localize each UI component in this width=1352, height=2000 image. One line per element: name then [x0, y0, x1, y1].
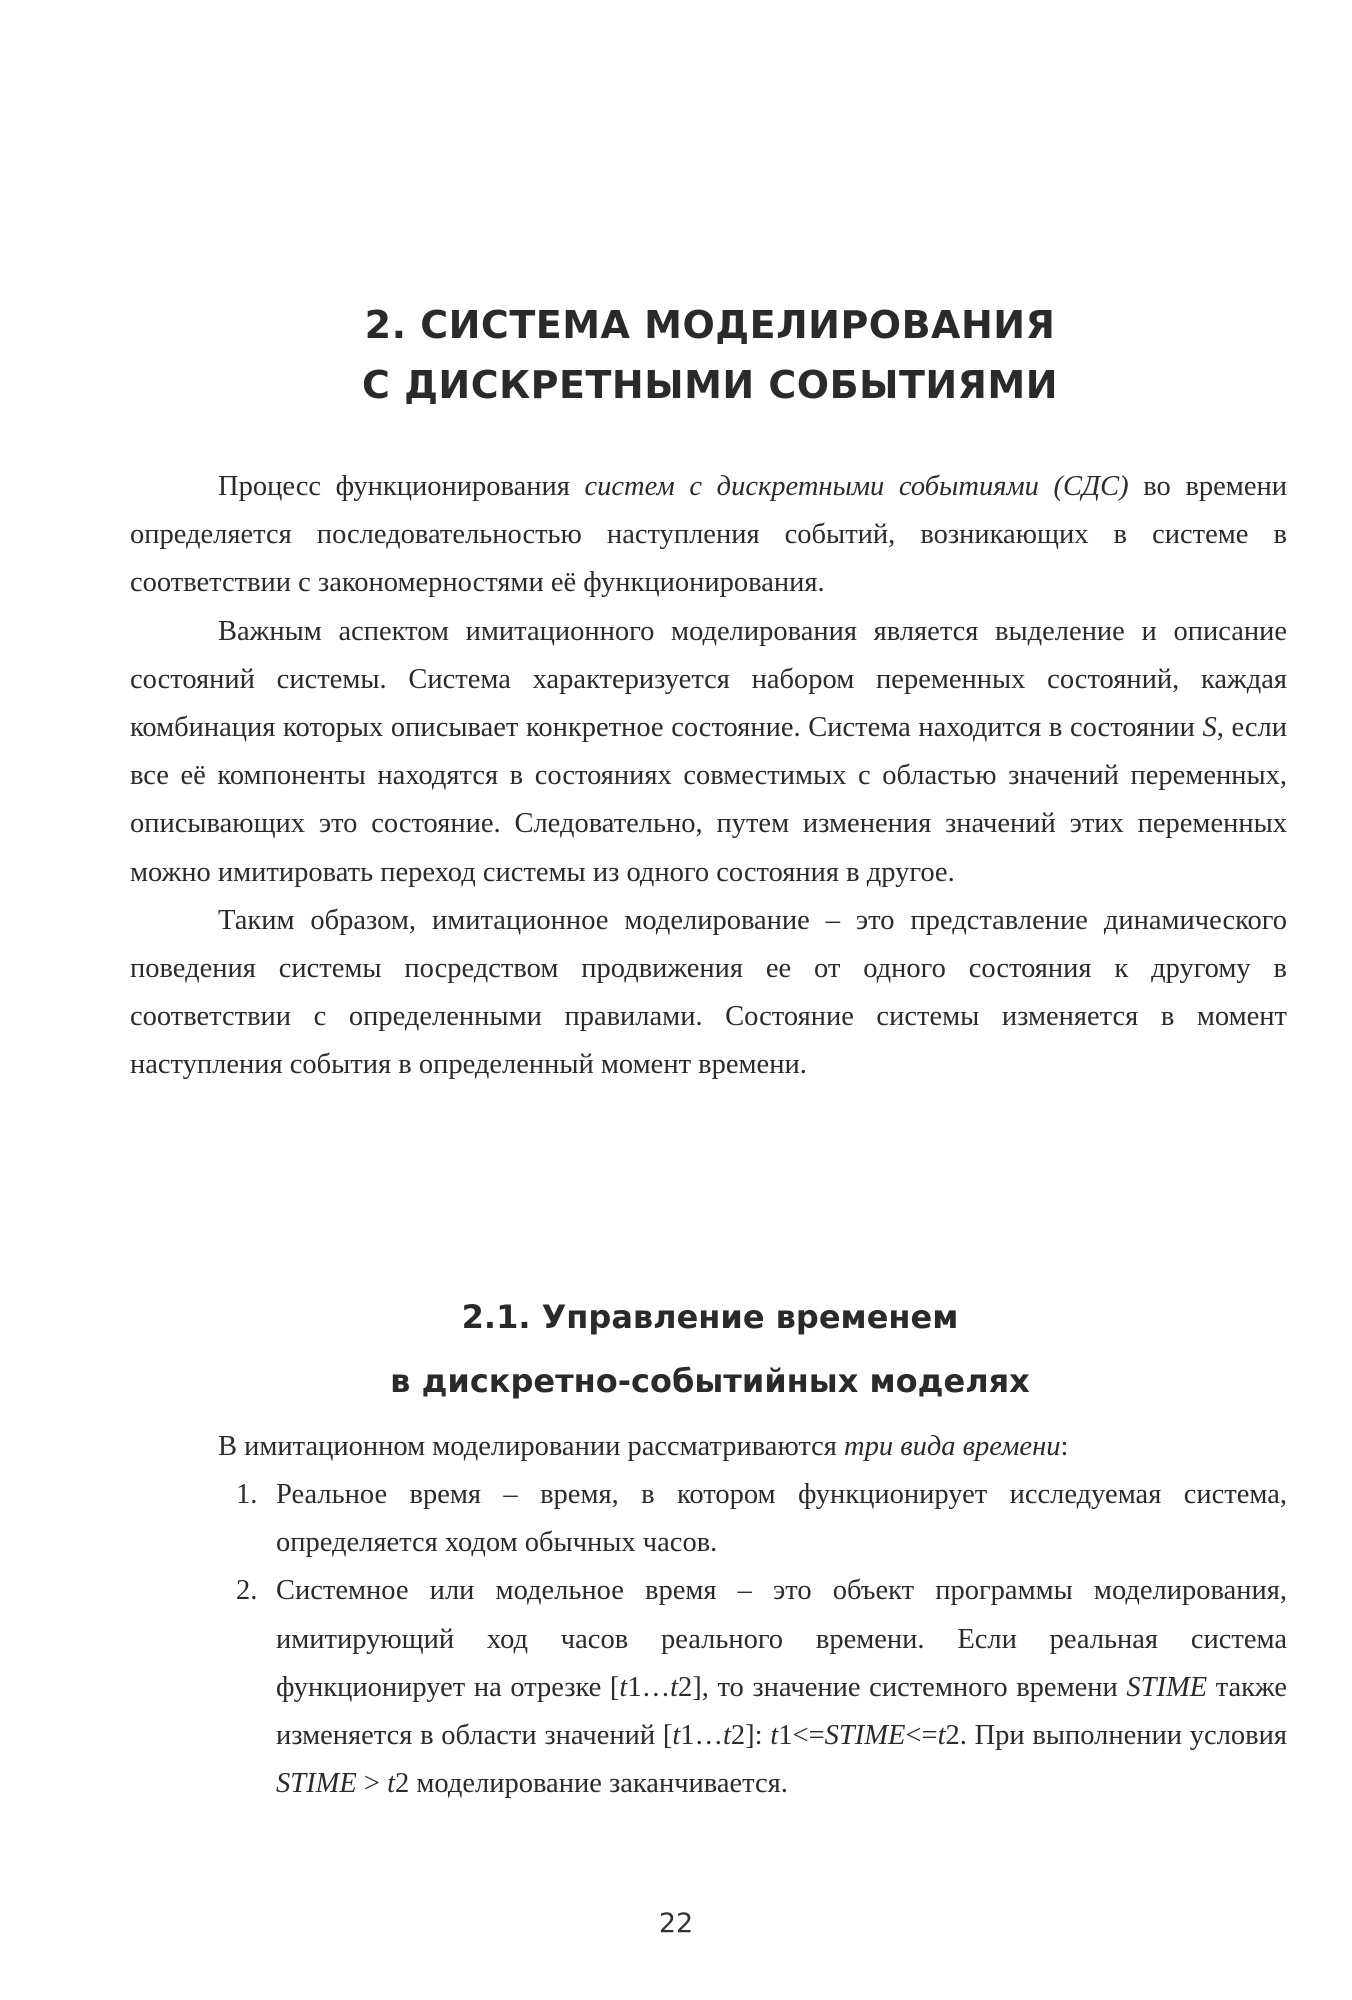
chapter-title-line-2: С ДИСКРЕТНЫМИ СОБЫТИЯМИ: [361, 363, 1059, 408]
list-item-number: 1.: [236, 1479, 258, 1510]
list-item-text: Системное или модельное время – это объект программы моделирования, имитирующий ход часов реального времени. Если реальная система функционирует на отрезке [t1…t2], то значение системного времени STIME также изменяется в области значений [t1…t2]: t1<=STIME<=t2. При выполнении условия STIME > t2 моделирование заканчивается.: [276, 1575, 1287, 1800]
paragraph-2: Важным аспектом имитационного моделирования является выделение и описание состояний системы. Система характеризуется набором переменных состояний, каждая комбинация которых описывает конкретное состояние. Система находится в состоянии S, если все её компоненты находятся в состояниях совместимых с областью значений переменных, описывающих это состояние. Следовательно, путем изменения значений этих переменных можно имитировать переход системы из одного состояния в другое.: [130, 615, 1287, 888]
paragraph-3: Таким образом, имитационное моделирование – это представление динамического поведения системы посредством продвижения ее от одного состояния к другому в соответствии с определенными правилами. Состояние системы изменяется в момент наступления события в определенный момент времени.: [130, 904, 1287, 1081]
list-item: [130, 1471, 1287, 1567]
term-three-kinds-of-time: три вида времени: [844, 1431, 1061, 1462]
chapter-body: [130, 463, 1287, 1090]
paragraph-1: Процесс функционирования систем с дискретными событиями (СДС) во времени определяется последовательностью наступления событий, возникающих в системе в соответствии с закономерностями её функционирования.: [130, 471, 1287, 599]
state-symbol: S: [1202, 712, 1217, 744]
section-intro: В имитационном моделировании рассматриваются три вида времени:: [218, 1431, 1069, 1462]
list-item-number: 2.: [236, 1575, 258, 1607]
section-title-line-1: 2.1. Управление временем: [461, 1297, 959, 1336]
section-title: [130, 1285, 1290, 1413]
chapter-title-line-1: 2. СИСТЕМА МОДЕЛИРОВАНИЯ: [364, 303, 1056, 348]
section-title-line-2: в дискретно-событийных моделях: [390, 1361, 1030, 1400]
page-number: 22: [658, 1908, 694, 1939]
chapter-title: [130, 295, 1290, 415]
list-item: [130, 1567, 1287, 1808]
time-types-list: [130, 1471, 1287, 1808]
term-discrete-event-systems: систем с дискретными событиями (СДС): [584, 471, 1129, 502]
list-item-text: Реальное время – время, в котором функционирует исследуемая система, определяется ходом обычных часов.: [276, 1479, 1287, 1559]
